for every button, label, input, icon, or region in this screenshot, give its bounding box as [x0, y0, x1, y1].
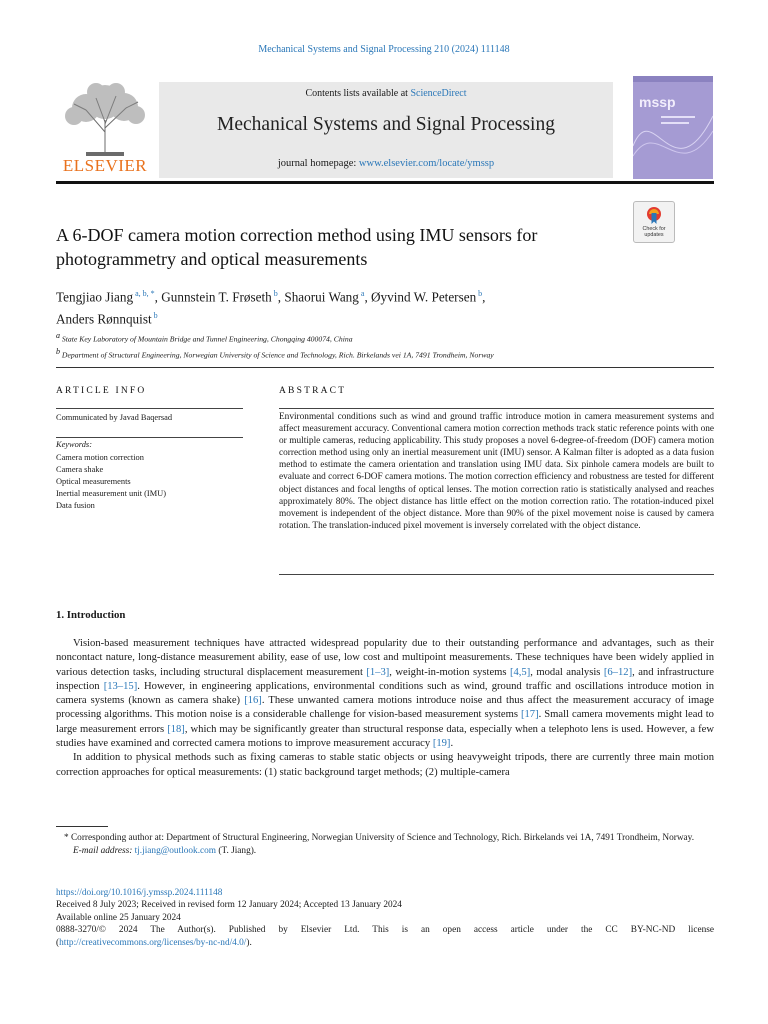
keyword: Camera motion correction	[56, 453, 144, 462]
journal-homepage-link[interactable]: www.elsevier.com/locate/ymssp	[358, 158, 495, 169]
article-info-heading: ARTICLE INFO	[56, 386, 147, 396]
crossmark-icon	[646, 206, 662, 225]
sciencedirect-link[interactable]: ScienceDirect	[410, 88, 467, 99]
author-name[interactable]: Øyvind W. Petersen	[371, 289, 477, 305]
email-suffix: (T. Jiang).	[216, 846, 257, 856]
paragraph: In addition to physical methods such as fixing cameras to stable static objects or using heavyweight tripods, there are currently three main motion correction approaches for optical measurements: (1) static background target methods; (2) multiple-camera	[56, 752, 714, 778]
available-online: Available online 25 January 2024	[56, 912, 181, 923]
homepage-prefix: journal homepage:	[277, 158, 359, 169]
keyword: Inertial measurement unit (IMU)	[56, 489, 166, 498]
communicated-by: Communicated by Javad Baqersad	[56, 413, 173, 422]
journal-cover-image[interactable]	[633, 76, 713, 179]
paragraph: Vision-based measurement techniques have attracted widespread popularity due to their outstanding performance and advantages, such as their noncontact nature, long-distance measurement ability, ease of use, low cost and multipoint measurements. These techniques have been widely applied in various detection tasks, including structural displacement measurement [1–3], weight-in-motion systems [4,5], modal analysis [6–12], and infrastructure inspection [13–15]. However, in engineering applications, environmental conditions such as wind, ground traffic and oscillations introduce motion in camera systems (known as camera shake) [16]. These unwanted camera motions introduce noise and thus affect the measurement accuracy of image processing algorithms. This motion noise is a considerable challenge for vision-based measurement systems [17]. Small camera movements might lead to large measurement errors [18], which may be significantly greater than structural response data, especially when a telephoto lens is used. However, a few studies have examined and corrected camera motions to improve measurement accuracy [19].	[56, 638, 714, 750]
citation-link[interactable]: [17]	[520, 709, 539, 721]
article-title: A 6-DOF camera motion correction method using IMU sensors for photogrammetry and optical measurements	[56, 225, 538, 269]
author-list: Tengjiao Jiang $^{a, b, *}$, Gunnstein T. Frøseth $^b$, Shaorui Wang $^a$, Øyvind W. Petersen $^b$, Anders Rønnquist $^b$	[56, 289, 486, 327]
citation-link[interactable]: [18]	[167, 723, 185, 735]
author-name[interactable]: Anders Rønnquist	[56, 311, 152, 327]
email-line	[56, 845, 714, 858]
corresponding-author-note: * Corresponding author at: Department of Structural Engineering, Norwegian University of Science and Technology, Rich. Birkelands vei 1A, 7491 Trondheim, Norway.	[64, 833, 695, 843]
article-info-rule	[56, 408, 243, 409]
citation-link[interactable]: [16]	[244, 695, 262, 707]
journal-masthead	[159, 82, 613, 178]
contents-line	[159, 88, 613, 99]
citation-link[interactable]: [19]	[432, 738, 451, 750]
publication-info: https://doi.org/10.1016/j.ymssp.2024.111148 Received 8 July 2023; Received in revised form 12 January 2024; Accepted 13 January 2024 Available online 25 January 2024 0888-3270/© 2024 The Author(s). Published by Elsevier Ltd. This is an open access article under the CC BY-NC-ND license (http://creativecommons.org/licenses/by-nc-nd/4.0/).	[56, 888, 714, 948]
keywords-heading: Keywords:	[56, 440, 92, 449]
author-affiliation-mark[interactable]: b	[476, 289, 483, 298]
keyword: Optical measurements	[56, 477, 131, 486]
check-for-updates-badge[interactable]	[633, 201, 675, 243]
author-affiliation-mark[interactable]: a, b, *	[133, 289, 155, 298]
citation-link[interactable]: [6–12]	[603, 666, 633, 678]
citation-link[interactable]: [13–15]	[103, 680, 138, 692]
abstract-text: Environmental conditions such as wind and ground traffic introduce motion in camera measurement systems and affect measurement accuracy. Conventional camera motion correction methods track static reference points with one or multiple cameras, reducing applicability. This study proposes a novel 6-degree-of-freedom (DOF) camera motion correction method using only an inertial measurement unit (IMU) sensor. A Kalman filter is adopted as a data fusion method to estimate the camera orientation and translation using IMU data. Six pinhole camera models are built to evaluate and correct 6-DOF camera motions. The motion correction efficiency and robustness are tested for different object distances and focal lengths of optical lenses. The motion correction ratio is statistically analysed and reaches approximately 80%. The object distance has little effect on the motion correction ratio. The rotation-induced pixel movement is independent of the object distance. More than 90% of the pixel movement noise is caused by camera rotation. The translation-induced pixel movement is inversely correlated with the object distance.	[279, 412, 714, 531]
author-affiliation-mark[interactable]: b	[271, 289, 278, 298]
author-affiliation-mark[interactable]: a	[358, 289, 365, 298]
abstract-rule-top	[279, 408, 714, 409]
affiliation-a: $^a$ State Key Laboratory of Mountain Bridge and Tunnel Engineering, Chongqing 400074, China	[56, 331, 353, 344]
journal-reference[interactable]: Mechanical Systems and Signal Processing 210 (2024) 111148	[258, 44, 510, 55]
author-affiliation-mark[interactable]: b	[151, 311, 158, 321]
author-name[interactable]: Gunnstein T. Frøseth	[161, 289, 272, 305]
homepage-line	[159, 158, 613, 169]
section-divider	[56, 367, 714, 368]
cover-title: mssp	[639, 94, 676, 110]
section-heading-introduction: 1. Introduction	[56, 609, 126, 621]
abstract-heading: ABSTRACT	[279, 386, 347, 396]
journal-name: Mechanical Systems and Signal Processing	[217, 114, 555, 135]
author-name[interactable]: Tengjiao Jiang	[56, 289, 134, 305]
license-statement: 0888-3270/© 2024 The Author(s). Published by Elsevier Ltd. This is an open access article under the CC BY-NC-ND license	[56, 925, 714, 936]
email-label: E-mail address:	[73, 846, 133, 856]
author-name[interactable]: Shaorui Wang	[284, 289, 359, 305]
keyword: Data fusion	[56, 501, 95, 510]
keywords-list	[56, 452, 166, 512]
crossmark-label: Check for updates	[642, 226, 666, 238]
received-dates: Received 8 July 2023; Received in revised form 12 January 2024; Accepted 13 January 2024	[56, 900, 402, 911]
keywords-rule	[56, 437, 243, 438]
abstract-rule-bottom	[279, 574, 714, 575]
footnote	[56, 832, 714, 858]
header-rule	[56, 181, 714, 184]
doi-link[interactable]: https://doi.org/10.1016/j.ymssp.2024.111148	[56, 888, 223, 898]
license-link[interactable]: http://creativecommons.org/licenses/by-nc-nd/4.0/	[59, 937, 247, 948]
affiliation-b: $^b$ Department of Structural Engineering, Norwegian University of Science and Technology, Rich. Birkelands vei 1A, 7491 Trondheim, Norway	[56, 346, 494, 360]
keyword: Camera shake	[56, 465, 104, 474]
footnote-rule	[56, 826, 108, 827]
introduction-body	[56, 637, 714, 780]
citation-link[interactable]: [4,5]	[509, 666, 531, 678]
contents-prefix: Contents lists available at	[305, 88, 411, 99]
email-link[interactable]: tj.jiang@outlook.com	[134, 846, 217, 856]
affiliations	[56, 330, 716, 361]
citation-link[interactable]: [1–3]	[366, 666, 390, 678]
publisher-wordmark: ELSEVIER	[62, 156, 148, 175]
journal-header	[56, 76, 714, 181]
